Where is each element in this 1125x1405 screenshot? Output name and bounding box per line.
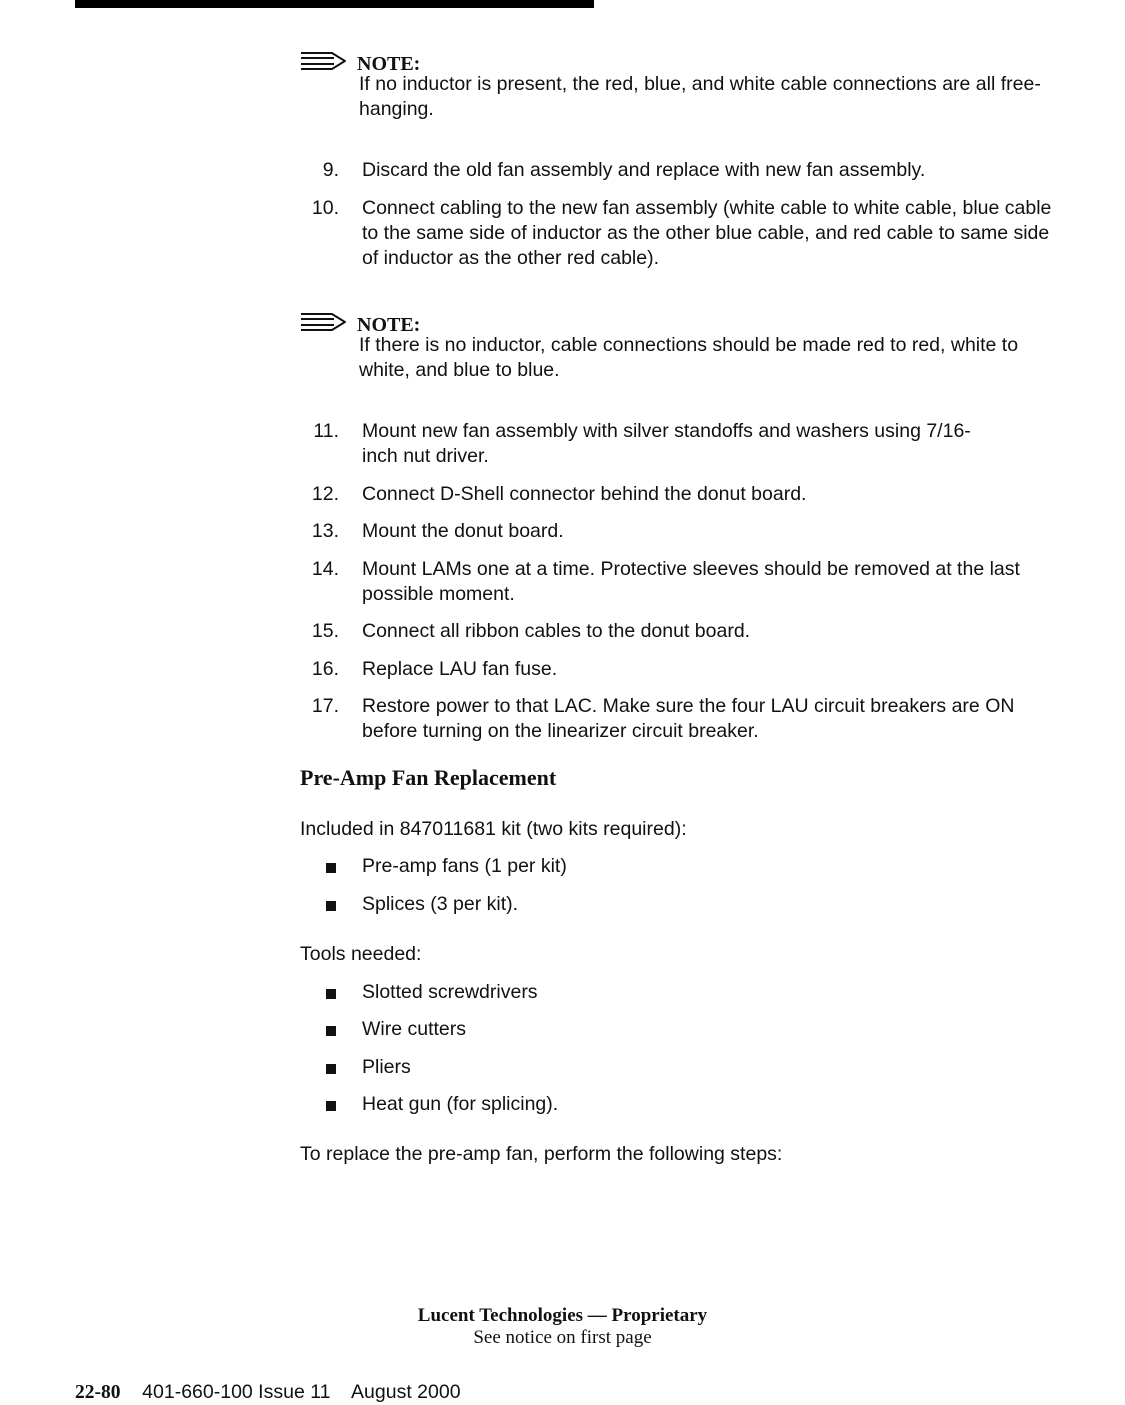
- bullet-square-icon: [326, 1026, 336, 1036]
- document-info: 401-660-100 Issue 11 August 2000: [142, 1381, 461, 1403]
- step-text: Mount the donut board.: [362, 520, 564, 542]
- step-text: Replace LAU fan fuse.: [362, 658, 558, 680]
- note-label: NOTE:: [357, 314, 421, 336]
- note-text: If no inductor is present, the red, blue, and white cable connections are all free-hanging.: [359, 73, 1041, 120]
- step-number: 11.: [313, 420, 339, 442]
- page-identifier: [75, 1380, 461, 1405]
- step-number: 16.: [311, 658, 339, 680]
- list-item-text: Wire cutters: [362, 1018, 467, 1040]
- bullet-square-icon: [326, 1064, 336, 1074]
- footer-proprietary: Lucent Technologies — Proprietary: [417, 1305, 708, 1326]
- step-number: 9.: [322, 159, 339, 181]
- step-number: 14.: [311, 558, 339, 580]
- section-heading: Pre-Amp Fan Replacement: [300, 765, 557, 790]
- note-text: If there is no inductor, cable connections should be made red to red, white to white, and blue to blue.: [359, 334, 1019, 381]
- step-number: 13.: [311, 520, 339, 542]
- step-text: Connect cabling to the new fan assembly (white cable to white cable, blue cable to the same side of inductor as the other blue cable, and red cable to same side of inductor as the other red cable).: [362, 197, 1052, 269]
- step-text: Mount new fan assembly with silver standoffs and washers using 7/16-inch nut driver.: [362, 420, 971, 467]
- step-number: 10.: [311, 197, 339, 219]
- list-item-text: Splices (3 per kit).: [362, 893, 519, 915]
- bullet-square-icon: [326, 901, 336, 911]
- step-text: Restore power to that LAC. Make sure the four LAU circuit breakers are ON before turning on the linearizer circuit breaker.: [362, 695, 1015, 742]
- list-item-text: Pliers: [362, 1056, 411, 1078]
- tools-intro: Tools needed:: [300, 943, 422, 965]
- list-item-text: Slotted screwdrivers: [362, 981, 538, 1003]
- list-item-text: Pre-amp fans (1 per kit): [362, 855, 567, 877]
- page-number: 22-80: [75, 1382, 121, 1403]
- bullet-square-icon: [326, 863, 336, 873]
- header-rule: [75, 0, 594, 8]
- bullet-square-icon: [326, 989, 336, 999]
- footer-notice: See notice on first page: [473, 1327, 652, 1348]
- note-label: NOTE:: [357, 53, 421, 75]
- step-text: Discard the old fan assembly and replace with new fan assembly.: [362, 159, 926, 181]
- step-text: Connect D-Shell connector behind the donut board.: [362, 483, 807, 505]
- step-number: 15.: [311, 620, 339, 642]
- note-arrow-icon: [300, 52, 346, 70]
- bullet-square-icon: [326, 1101, 336, 1111]
- closing-paragraph: To replace the pre-amp fan, perform the following steps:: [300, 1143, 783, 1165]
- included-intro: Included in 847011681 kit (two kits required):: [300, 818, 687, 840]
- step-text: Connect all ribbon cables to the donut board.: [362, 620, 751, 642]
- step-number: 12.: [311, 483, 339, 505]
- step-text: Mount LAMs one at a time. Protective sleeves should be removed at the last possible moment.: [362, 558, 1020, 605]
- note-arrow-icon: [300, 313, 346, 331]
- list-item-text: Heat gun (for splicing).: [362, 1093, 559, 1115]
- step-number: 17.: [311, 695, 339, 717]
